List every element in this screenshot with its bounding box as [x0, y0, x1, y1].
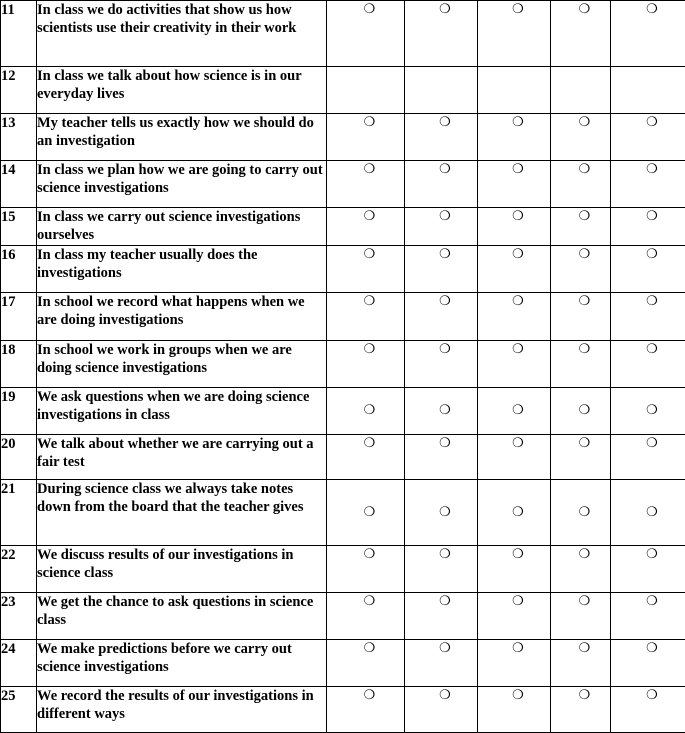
radio-option-icon[interactable]: ❍: [439, 114, 451, 132]
question-row: [1, 67, 685, 114]
survey-body: [1, 1, 685, 733]
radio-option-icon[interactable]: ❍: [364, 246, 376, 264]
radio-option-icon[interactable]: ❍: [439, 1, 451, 19]
question-number: 12: [1, 67, 37, 114]
question-text: In class we carry out science investigations ourselves: [37, 208, 327, 246]
question-number: 14: [1, 161, 37, 208]
question-text: My teacher tells us exactly how we should do an investigation: [37, 114, 327, 161]
response-cell-2[interactable]: [405, 593, 478, 640]
radio-option-icon[interactable]: ❍: [512, 687, 524, 705]
response-cell-1[interactable]: [327, 1, 405, 67]
response-cell-3[interactable]: [478, 208, 551, 246]
question-number: 18: [1, 341, 37, 388]
question-row: [1, 640, 685, 687]
radio-option-icon[interactable]: ❍: [512, 640, 524, 658]
radio-option-icon[interactable]: ❍: [364, 687, 376, 705]
response-cell-3[interactable]: [478, 593, 551, 640]
question-text: We make predictions before we carry out science investigations: [37, 640, 327, 687]
question-text: In class we plan how we are going to carry out science investigations: [37, 161, 327, 208]
response-cell-2[interactable]: [405, 208, 478, 246]
radio-option-icon[interactable]: ❍: [646, 640, 658, 658]
response-cell-4[interactable]: [551, 1, 611, 67]
radio-option-icon[interactable]: ❍: [646, 246, 658, 264]
radio-option-icon[interactable]: ❍: [512, 504, 524, 522]
radio-option-icon[interactable]: ❍: [646, 208, 658, 226]
question-number: 19: [1, 388, 37, 435]
response-cell-2[interactable]: [405, 341, 478, 388]
question-text: During science class we always take notes down from the board that the teacher gives: [37, 480, 327, 546]
radio-option-icon[interactable]: ❍: [439, 402, 451, 420]
response-cell-3[interactable]: [478, 546, 551, 593]
radio-option-icon[interactable]: ❍: [439, 546, 451, 564]
response-cell-5[interactable]: [611, 208, 685, 246]
radio-option-icon[interactable]: ❍: [646, 546, 658, 564]
response-cell-2[interactable]: [405, 480, 478, 546]
radio-option-icon[interactable]: ❍: [646, 402, 658, 420]
radio-option-icon[interactable]: ❍: [646, 687, 658, 705]
response-cell-2[interactable]: [405, 246, 478, 293]
response-cell-3[interactable]: [478, 161, 551, 208]
response-cell-4[interactable]: [551, 480, 611, 546]
radio-option-icon[interactable]: ❍: [579, 593, 591, 611]
radio-option-icon[interactable]: ❍: [439, 435, 451, 453]
radio-option-icon[interactable]: ❍: [439, 504, 451, 522]
question-number: 23: [1, 593, 37, 640]
radio-option-icon[interactable]: ❍: [646, 504, 658, 522]
radio-option-icon[interactable]: ❍: [512, 246, 524, 264]
response-cell-3: [478, 67, 551, 114]
radio-option-icon[interactable]: ❍: [364, 504, 376, 522]
response-cell-5[interactable]: [611, 293, 685, 341]
question-row: [1, 435, 685, 480]
radio-option-icon[interactable]: ❍: [512, 341, 524, 359]
question-row: [1, 388, 685, 435]
response-cell-2[interactable]: [405, 435, 478, 480]
response-cell-1[interactable]: [327, 114, 405, 161]
response-cell-4[interactable]: [551, 640, 611, 687]
response-cell-5[interactable]: [611, 114, 685, 161]
radio-option-icon[interactable]: ❍: [439, 246, 451, 264]
question-row: [1, 114, 685, 161]
radio-option-icon[interactable]: ❍: [512, 402, 524, 420]
radio-option-icon[interactable]: ❍: [579, 208, 591, 226]
radio-option-icon[interactable]: ❍: [364, 640, 376, 658]
radio-option-icon[interactable]: ❍: [579, 504, 591, 522]
radio-option-icon[interactable]: ❍: [512, 208, 524, 226]
response-cell-4[interactable]: [551, 435, 611, 480]
radio-option-icon[interactable]: ❍: [364, 341, 376, 359]
response-cell-1[interactable]: [327, 341, 405, 388]
radio-option-icon[interactable]: ❍: [439, 293, 451, 311]
response-cell-1[interactable]: [327, 208, 405, 246]
response-cell-3[interactable]: [478, 246, 551, 293]
response-cell-4: [551, 67, 611, 114]
radio-option-icon[interactable]: ❍: [439, 593, 451, 611]
radio-option-icon[interactable]: ❍: [364, 546, 376, 564]
response-cell-4[interactable]: [551, 208, 611, 246]
radio-option-icon[interactable]: ❍: [579, 435, 591, 453]
question-number: 17: [1, 293, 37, 341]
radio-option-icon[interactable]: ❍: [579, 687, 591, 705]
response-cell-5[interactable]: [611, 435, 685, 480]
radio-option-icon[interactable]: ❍: [364, 293, 376, 311]
response-cell-4[interactable]: [551, 593, 611, 640]
radio-option-icon[interactable]: ❍: [439, 687, 451, 705]
question-number: 22: [1, 546, 37, 593]
response-cell-1[interactable]: [327, 640, 405, 687]
radio-option-icon[interactable]: ❍: [512, 593, 524, 611]
question-text: We talk about whether we are carrying out a fair test: [37, 435, 327, 480]
question-text: In class my teacher usually does the investigations: [37, 246, 327, 293]
question-number: 16: [1, 246, 37, 293]
radio-option-icon[interactable]: ❍: [646, 293, 658, 311]
question-text: We ask questions when we are doing science investigations in class: [37, 388, 327, 435]
response-cell-3[interactable]: [478, 293, 551, 341]
radio-option-icon[interactable]: ❍: [512, 161, 524, 179]
question-row: [1, 208, 685, 246]
radio-option-icon[interactable]: ❍: [512, 293, 524, 311]
response-cell-5[interactable]: [611, 480, 685, 546]
response-cell-4[interactable]: [551, 293, 611, 341]
response-cell-3[interactable]: [478, 480, 551, 546]
question-number: 20: [1, 435, 37, 480]
response-cell-3[interactable]: [478, 640, 551, 687]
radio-option-icon[interactable]: ❍: [364, 1, 376, 19]
radio-option-icon[interactable]: ❍: [579, 161, 591, 179]
response-cell-1[interactable]: [327, 593, 405, 640]
radio-option-icon[interactable]: ❍: [364, 593, 376, 611]
question-number: 13: [1, 114, 37, 161]
response-cell-4[interactable]: [551, 341, 611, 388]
question-number: 21: [1, 480, 37, 546]
question-number: 24: [1, 640, 37, 687]
response-cell-1[interactable]: [327, 435, 405, 480]
response-cell-3[interactable]: [478, 1, 551, 67]
question-text: We record the results of our investigations in different ways: [37, 687, 327, 733]
question-row: [1, 546, 685, 593]
radio-option-icon[interactable]: ❍: [579, 246, 591, 264]
radio-option-icon[interactable]: ❍: [579, 546, 591, 564]
radio-option-icon[interactable]: ❍: [646, 161, 658, 179]
radio-option-icon[interactable]: ❍: [439, 640, 451, 658]
radio-option-icon[interactable]: ❍: [579, 402, 591, 420]
radio-option-icon[interactable]: ❍: [512, 1, 524, 19]
question-row: [1, 593, 685, 640]
radio-option-icon[interactable]: ❍: [646, 114, 658, 132]
response-cell-5[interactable]: [611, 546, 685, 593]
response-cell-1[interactable]: [327, 246, 405, 293]
response-cell-4[interactable]: [551, 246, 611, 293]
radio-option-icon[interactable]: ❍: [579, 114, 591, 132]
response-cell-1[interactable]: [327, 161, 405, 208]
response-cell-5[interactable]: [611, 388, 685, 435]
question-text: In class we do activities that show us how scientists use their creativity in their work: [37, 1, 327, 67]
response-cell-3[interactable]: [478, 341, 551, 388]
response-cell-1[interactable]: [327, 388, 405, 435]
response-cell-1[interactable]: [327, 293, 405, 341]
response-cell-5[interactable]: [611, 593, 685, 640]
question-text: We get the chance to ask questions in science class: [37, 593, 327, 640]
question-text: In class we talk about how science is in our everyday lives: [37, 67, 327, 114]
response-cell-5[interactable]: [611, 341, 685, 388]
radio-option-icon[interactable]: ❍: [364, 402, 376, 420]
response-cell-2[interactable]: [405, 388, 478, 435]
radio-option-icon[interactable]: ❍: [439, 161, 451, 179]
radio-option-icon[interactable]: ❍: [364, 435, 376, 453]
response-cell-2[interactable]: [405, 161, 478, 208]
question-row: [1, 161, 685, 208]
response-cell-2[interactable]: [405, 1, 478, 67]
question-row: [1, 480, 685, 546]
response-cell-5[interactable]: [611, 1, 685, 67]
response-cell-2[interactable]: [405, 114, 478, 161]
question-number: 25: [1, 687, 37, 733]
response-cell-3[interactable]: [478, 435, 551, 480]
response-cell-2[interactable]: [405, 546, 478, 593]
radio-option-icon[interactable]: ❍: [646, 341, 658, 359]
response-cell-5[interactable]: [611, 246, 685, 293]
response-cell-4[interactable]: [551, 114, 611, 161]
radio-option-icon[interactable]: ❍: [364, 114, 376, 132]
question-text: In school we record what happens when we are doing investigations: [37, 293, 327, 341]
question-row: [1, 341, 685, 388]
response-cell-2[interactable]: [405, 640, 478, 687]
question-number: 15: [1, 208, 37, 246]
response-cell-5: [611, 67, 685, 114]
response-cell-2: [405, 67, 478, 114]
radio-option-icon[interactable]: ❍: [512, 435, 524, 453]
radio-option-icon[interactable]: ❍: [646, 593, 658, 611]
radio-option-icon[interactable]: ❍: [579, 1, 591, 19]
response-cell-3[interactable]: [478, 114, 551, 161]
response-cell-3[interactable]: [478, 388, 551, 435]
question-row: [1, 1, 685, 67]
radio-option-icon[interactable]: ❍: [512, 114, 524, 132]
radio-option-icon[interactable]: ❍: [646, 435, 658, 453]
response-cell-4[interactable]: [551, 388, 611, 435]
response-cell-1[interactable]: [327, 546, 405, 593]
question-text: We discuss results of our investigations in science class: [37, 546, 327, 593]
response-cell-5[interactable]: [611, 640, 685, 687]
radio-option-icon[interactable]: ❍: [439, 208, 451, 226]
radio-option-icon[interactable]: ❍: [579, 341, 591, 359]
radio-option-icon[interactable]: ❍: [579, 640, 591, 658]
response-cell-5[interactable]: [611, 161, 685, 208]
response-cell-4[interactable]: [551, 546, 611, 593]
response-cell-1: [327, 67, 405, 114]
radio-option-icon[interactable]: ❍: [364, 161, 376, 179]
radio-option-icon[interactable]: ❍: [512, 546, 524, 564]
question-row: [1, 246, 685, 293]
response-cell-1[interactable]: [327, 480, 405, 546]
question-text: In school we work in groups when we are doing science investigations: [37, 341, 327, 388]
radio-option-icon[interactable]: ❍: [579, 293, 591, 311]
question-number: 11: [1, 1, 37, 67]
radio-option-icon[interactable]: ❍: [364, 208, 376, 226]
radio-option-icon[interactable]: ❍: [439, 341, 451, 359]
response-cell-4[interactable]: [551, 161, 611, 208]
question-row: [1, 293, 685, 341]
response-cell-2[interactable]: [405, 293, 478, 341]
radio-option-icon[interactable]: ❍: [646, 1, 658, 19]
